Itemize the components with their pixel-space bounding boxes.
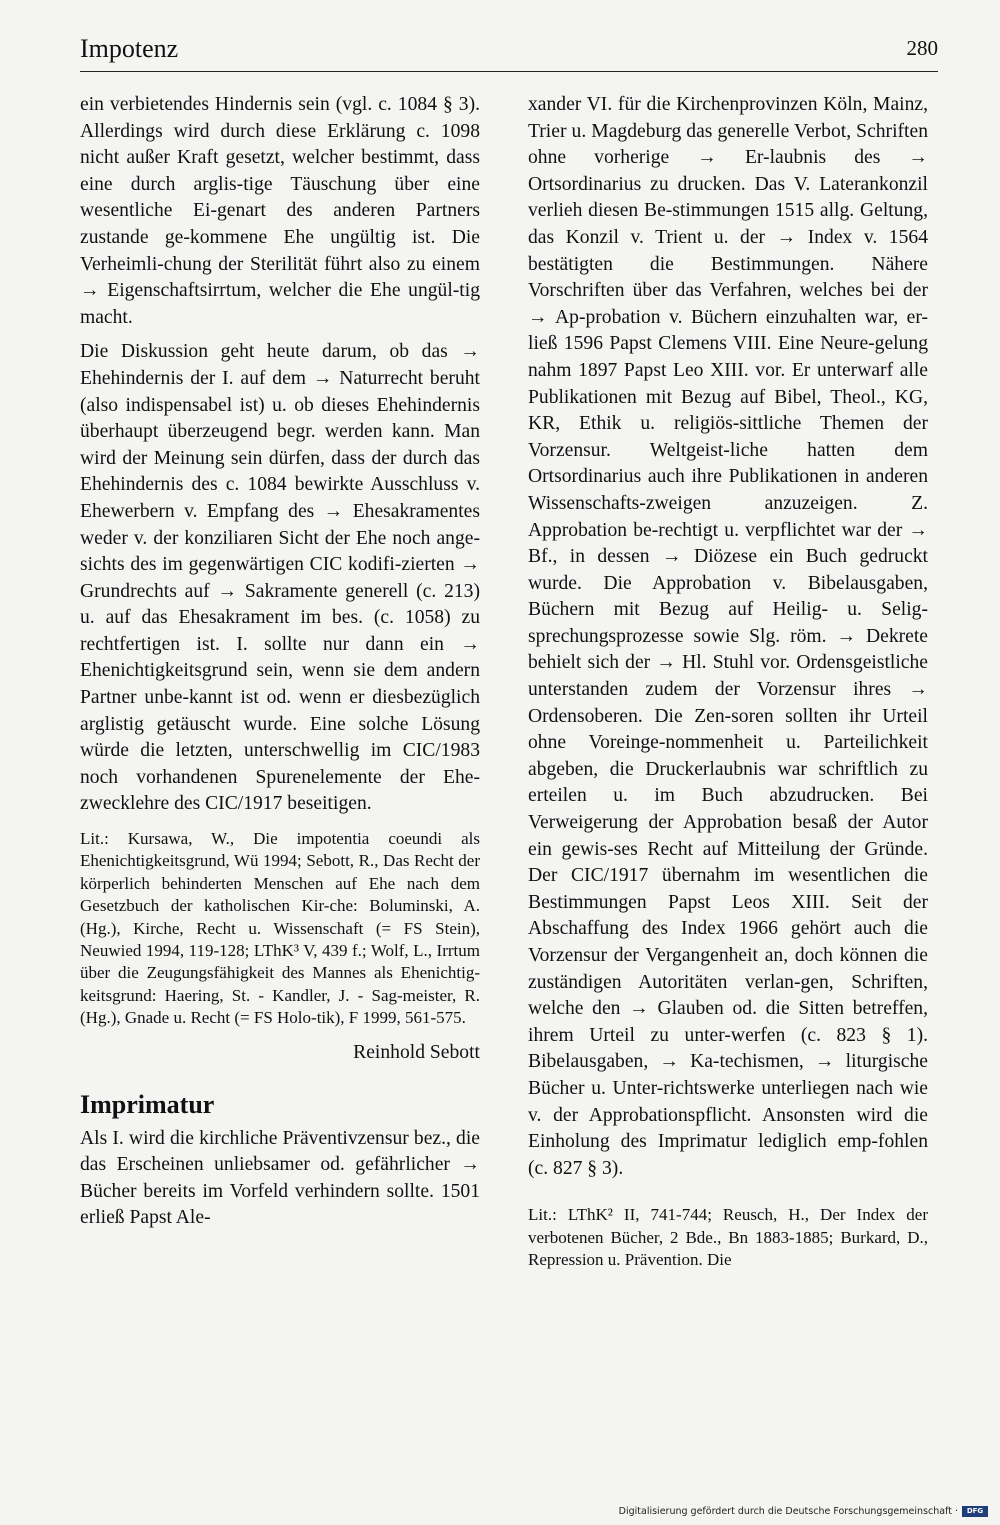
page-header xyxy=(80,28,938,68)
paragraph: ein verbietendes Hindernis sein (vgl. c. 1084 § 3). Allerdings wird durch diese Erklärung c. 1098 nicht außer Kraft gesetzt, welcher bestimmt, dass eine durch arglis-tige Täuschung über eine wesentliche Ei-genart des anderen Partners zustande ge-kommene Ehe ungültig ist. Die Verheimli-chung der Sterilität führt also zu einem → Eigenschaftsirrtum, welcher die Ehe ungül-tig macht. xyxy=(80,94,480,328)
running-head: Impotenz xyxy=(80,34,179,63)
paragraph: Die Diskussion geht heute darum, ob das → Ehehindernis der I. auf dem → Naturrecht beruht (also indispensabel ist) u. ob dieses Ehehindernis überhaupt überzeugend begr. werden kann. Man wird der Meinung sein dürfen, dass der durch das Ehehindernis des c. 1084 bewirkte Ausschluss v. Ehewerbern v. Empfang des → Ehesakramentes weder v. der konziliaren Sicht der Ehe noch ange-sichts des im gegenwärtigen CIC kodifi-zierten → Grundrechts auf → Sakramente generell (c. 213) u. auf das Ehesakrament im bes. (c. 1058) zu rechtfertigen ist. I. sollte nur dann ein → Ehenichtigkeitsgrund sein, wenn sie dem andern Partner unbe-kannt ist od. wenn er diesbezüglich arglistig getäuscht wurde. Eine solche Lösung würde die letzten, unterschwellig im CIC/1983 noch vorhandenen Spurenelemente der Ehe-zwecklehre des CIC/1917 beseitigen. xyxy=(80,341,480,815)
left-column xyxy=(80,92,480,1232)
page-number: 280 xyxy=(906,36,938,60)
dfg-logo-icon: DFG xyxy=(962,1506,988,1517)
author-name: Reinhold Sebott xyxy=(353,1041,480,1063)
credit-text: Digitalisierung gefördert durch die Deutsche Forschungsgemeinschaft · xyxy=(618,1506,958,1517)
literature-references: Lit.: LThK² II, 741-744; Reusch, H., Der Index der verbotenen Bücher, 2 Bde., Bn 1883-1885; Burkard, D., Repression u. Prävention. Die xyxy=(528,1205,928,1270)
header-rule xyxy=(80,71,938,72)
right-column xyxy=(528,92,928,1272)
article-title: Imprimatur xyxy=(80,1089,215,1119)
literature-references: Lit.: Kursawa, W., Die impotentia coeundi als Ehenichtigkeitsgrund, Wü 1994; Sebott, R., Das Recht der körperlich behinderten Menschen auf Ehe nach dem Gesetzbuch der katholischen Kir-che: Boluminski, A. (Hg.), Kirche, Recht u. Wissenschaft (= FS Stein), Neuwied 1994, 119-128; LThK³ V, 439 f.; Wolf, L., Irrtum über die Zeugungsfähigkeit des Mannes als Ehenichtig-keitsgrund: Haering, St. - Kandler, J. - Sag-meister, R. (Hg.), Gnade u. Recht (= FS Holo-tik), F 1999, 561-575. xyxy=(80,829,480,1028)
paragraph: xander VI. für die Kirchenprovinzen Köln, Mainz, Trier u. Magdeburg das generelle Verbot, Schriften ohne vorherige → Er-laubnis des → Ortsordinarius zu drucken. Das V. Laterankonzil verlieh diesen Be-stimmungen 1515 allg. Geltung, das Konzil v. Trient u. der → Index v. 1564 bestätigten die Bestimmungen. Nähere Vorschriften über das Verfahren, welches bei der → Ap-probation v. Büchern einzuhalten war, er-ließ 1596 Papst Clemens VIII. Eine Neure-gelung nahm 1897 Papst Leo XIII. vor. Er unterwarf alle Publikationen mit Bezug auf Bibel, Theol., KG, KR, Ethik u. religiös-sittliche Themen der Vorzensur. Weltgeist-liche hatten dem Ortsordinarius auch ihre Publikationen in anderen Wissenschafts-zweigen anzuzeigen. Z. Approbation be-rechtigt u. verpflichtet war der → Bf., in dessen → Diözese ein Buch gedruckt wurde. Die Approbation v. Bibelausgaben, Büchern mit Bezug auf Heilig- u. Selig-sprechungsprozesse sowie Slg. röm. → Dekrete behielt sich der → Hl. Stuhl vor. Ordensgeistliche unterstanden zudem der Vorzensur ihres → Ordensoberen. Die Zen-soren sollten ihr Urteil ohne Voreinge-nommenheit u. Parteilichkeit abgeben, die Druckerlaubnis war schriftlich zu erteilen u. im Buch abzudrucken. Bei Verweigerung der Approbation besaß der Autor ein gewis-ses Recht auf Mitteilung der Gründe. Der CIC/1917 übernahm im wesentlichen die Bestimmungen Papst Leos XIII. Seit der Abschaffung des Index 1966 gehört auch die Vorzensur der Vergangenheit an, doch können die zuständigen Autoritäten verlan-gen, Schriften, welche den → Glauben od. die Sitten betreffen, ihrem Urteil zu unter-werfen (c. 823 § 1). Bibelausgaben, → Ka-techismen, → liturgische Bücher u. Unter-richtswerke unterliegen nach wie v. der Approbationspflicht. Ansonsten wird die Einholung des Imprimatur lediglich emp-fohlen (c. 827 § 3). xyxy=(528,94,928,1179)
paragraph: Als I. wird die kirchliche Präventivzensur bez., die das Erscheinen unliebsamer od. gefährlicher → Bücher bereits im Vorfeld verhindern sollte. 1501 erließ Papst Ale- xyxy=(80,1127,480,1229)
digitization-credit xyxy=(619,1506,988,1517)
